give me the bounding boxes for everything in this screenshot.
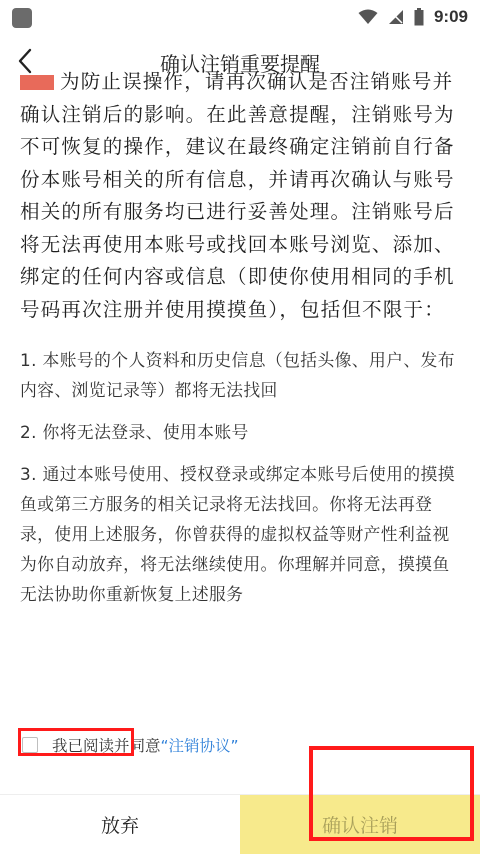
bottom-bar [0, 794, 480, 854]
agreement-row[interactable] [22, 733, 239, 757]
status-time: 9:09 [433, 7, 468, 26]
page-title: 确认注销重要提醒 [160, 52, 320, 76]
battery-icon [414, 8, 424, 26]
cancel-button[interactable]: 放弃 [0, 795, 240, 854]
intro-paragraph [20, 66, 460, 326]
intro-text: 为防止误操作，请再次确认是否注销账号并确认注销后的影响。在此善意提醒，注销账号为不可恢复的操作，建议在最终确定注销前自行备份本账号相关的所有信息，并请再次确认与账号相关的所有服务均已进行妥善处理。注销账号后将无法再使用本账号或找回本账号浏览、添加、绑定的任何内容或信息（即使你使用相同的手机号码再次注册并使用摸摸鱼），包括但不限于： [20, 70, 455, 321]
confirm-deregister-button[interactable]: 确认注销 [240, 795, 480, 854]
status-icons [358, 6, 468, 28]
status-bar [0, 0, 480, 34]
list-item-2: 2. 你将无法登录、使用本账号 [20, 422, 249, 442]
app-notification-icon [12, 8, 32, 28]
agreement-label: 我已阅读并同意 [52, 737, 161, 755]
agree-checkbox[interactable] [22, 737, 38, 753]
list-item-3: 3. 通过本账号使用、授权登录或绑定本账号后使用的摸摸鱼或第三方服务的相关记录将无法找回。你将无法再登录，使用上述服务，你曾获得的虚拟权益等财产性利益视为你自动放弃，将无法继续使用。你理解并同意，摸摸鱼无法协助你重新恢复上述服务 [20, 464, 455, 604]
warning-tag [20, 75, 54, 90]
no-signal-icon [388, 9, 404, 25]
list-item-1: 1. 本账号的个人资料和历史信息（包括头像、用户、发布内容、浏览记录等）都将无法找回 [20, 350, 455, 400]
wifi-icon [358, 9, 378, 25]
scroll-content[interactable] [0, 70, 480, 786]
agreement-link[interactable]: “注销协议” [160, 737, 239, 755]
